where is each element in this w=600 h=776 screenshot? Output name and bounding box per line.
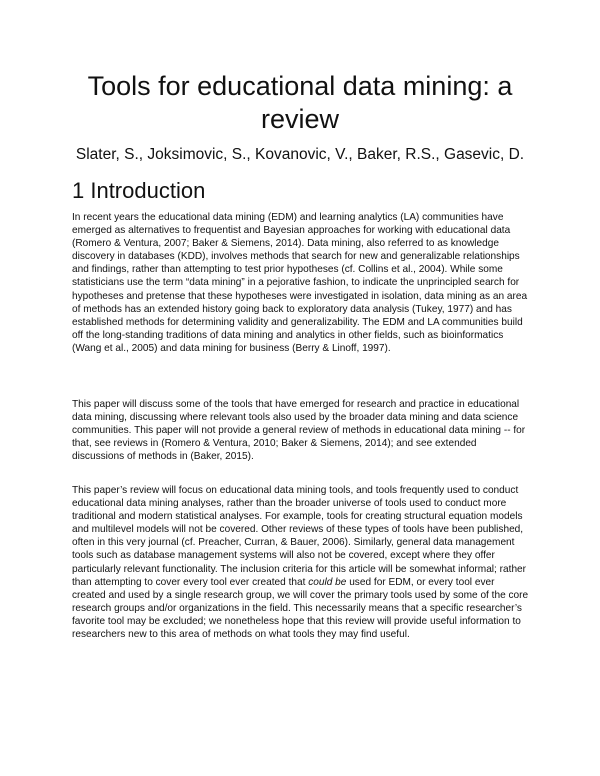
section-heading: 1 Introduction bbox=[72, 178, 206, 203]
paragraph: In recent years the educational data mining (EDM) and learning analytics (LA) communities have emerged as alternatives to frequentist and Bayesian approaches for working with educational data (Romero & Ventura, 2007; Baker & Siemens, 2014). Data mining, also referred to as knowledge discovery in databases (KDD), involves methods that search for new and generalizable relationships and findings, rather than attempting to test prior hypotheses (cf. Collins et al., 2004). While some statisticians use the term “data mining” in a pejorative fashion, to indicate the unprincipled search for hypotheses and pretense that these hypotheses were investigated in isolation, data mining as an area of methods has an extended history going back to exploratory data analysis (Tukey, 1977) and has established methods for determining validity and generalizability. The EDM and LA communities build off the long-standing traditions of data mining and analytics in other fields, such as bioinformatics (Wang et al., 2005) and data mining for business (Berry & Linoff, 1997). bbox=[72, 212, 528, 354]
paragraph-text: used for EDM, or every tool ever created and used by a single research group, we will cover the primary tools used by some of the core research groups and/or organizations in the field. This necessarily means that a specific researcher’s favorite tool may be excluded; we nonetheless hope that this review will provide useful information to researchers new to this area of methods on what tools they may find useful. bbox=[72, 576, 529, 641]
paper-title: Tools for educational data mining: a review bbox=[87, 71, 513, 134]
paper-authors: Slater, S., Joksimovic, S., Kovanovic, V., Baker, R.S., Gasevic, D. bbox=[75, 146, 525, 163]
paragraph-text: This paper’s review will focus on educational data mining tools, and tools frequently used to conduct educational data mining analyses, rather than the broader universe of tools used to conduct more traditional and modern statistical analyses. For example, tools for creating structural equation models and multilevel models will not be covered. Other reviews of these types of tools have been published, often in this very journal (cf. Preacher, Curran, & Bauer, 2006). Similarly, general data management tools such as database management systems will also not be covered, except where they offer particularly relevant functionality. The inclusion criteria for this article will be somewhat informal; rather than attempting to cover every tool ever created that bbox=[72, 485, 527, 588]
emphasis-text: could be bbox=[308, 576, 347, 588]
paragraph bbox=[72, 484, 530, 641]
paragraph: This paper will discuss some of the tools that have emerged for research and practice in educational data mining, discussing where relevant tools also used by the broader data mining and data science communities. This paper will not provide a general review of methods in educational data mining -- for that, see reviews in (Romero & Ventura, 2010; Baker & Siemens, 2014); and see extended discussions of methods in (Baker, 2015). bbox=[72, 399, 526, 463]
